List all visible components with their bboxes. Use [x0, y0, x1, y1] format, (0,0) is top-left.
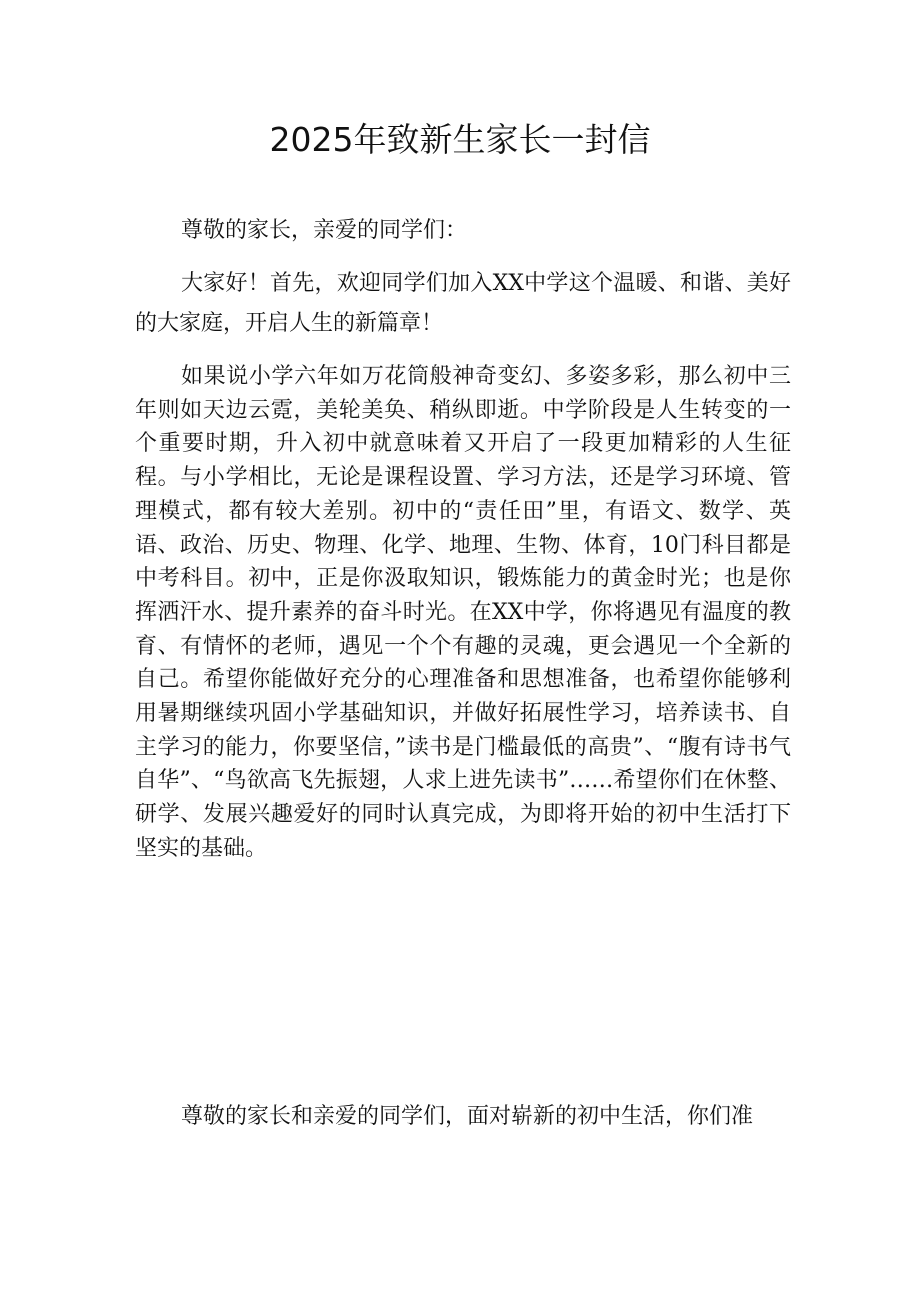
paragraph-main: 如果说小学六年如万花筒般神奇变幻、多姿多彩，那么初中三年则如天边云霓，美轮美奂、稍纵即逝。中学阶段是人生转变的一个重要时期，升入初中就意味着又开启了一段更加精彩的人生征程。与小学相比，无论是课程设置、学习方法，还是学习环境、管理模式，都有较大差别。初中的“责任田”里，有语文、数学、英语、政治、历史、物理、化学、地理、生物、体育，10门科目都是中考科目。初中，正是你汲取知识，锻炼能力的黄金时光；也是你挥洒汗水、提升素养的奋斗时光。在XX中学，你将遇见有温度的教育、有情怀的老师，遇见一个个有趣的灵魂，更会遇见一个全新的自己。希望你能做好充分的心理准备和思想准备，也希望你能够利用暑期继续巩固小学基础知识，并做好拓展性学习，培养读书、自主学习的能力，你要坚信，”读书是门槛最低的高贵”、“腹有诗书气自华”、“鸟欲高飞先振翅，人求上进先读书”……希望你们在休整、研学、发展兴趣爱好的同时认真完成，为即将开始的初中生活打下坚实的基础。: [135, 364, 791, 861]
salutation: 尊敬的家长，亲爱的同学们：: [181, 218, 468, 243]
paragraph-welcome: 大家好！首先，欢迎同学们加入XX中学这个温暖、和谐、美好的大家庭，开启人生的新篇章！: [135, 271, 791, 336]
paragraph-closing: 尊敬的家长和亲爱的同学们，面对崭新的初中生活，你们准: [181, 1104, 754, 1129]
salutation-block: [135, 214, 791, 248]
paragraph-block-3: [135, 1100, 791, 1134]
document-title: 2025年致新生家长一封信: [269, 120, 651, 159]
paragraph-block-1: [135, 264, 791, 344]
paragraph-block-2: [135, 360, 791, 866]
